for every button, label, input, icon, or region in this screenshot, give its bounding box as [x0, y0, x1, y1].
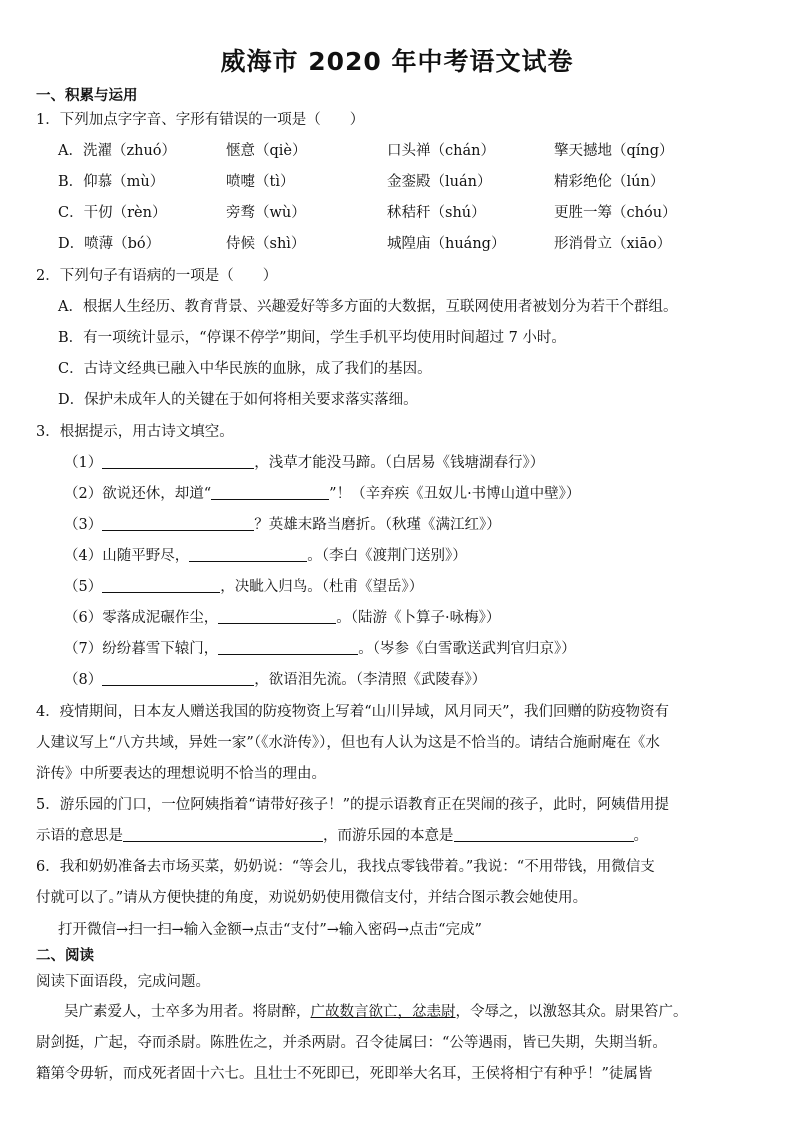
q3-item-1-blank[interactable] — [102, 454, 254, 469]
q3-item-8 — [64, 668, 486, 689]
reading-paragraph-line-1 — [64, 1000, 688, 1021]
q1-option-d-word2: 侍候（shì） — [226, 236, 306, 252]
q1-option-d-word3: 城隍庙（huáng） — [387, 236, 506, 252]
reading-intro: 阅读下面语段，完成问题。 — [36, 974, 210, 990]
question-3-stem: 3．根据提示，用古诗文填空。 — [36, 424, 234, 440]
q3-item-6 — [64, 606, 500, 627]
q3-item-6-text: 。（陆游《卜算子·咏梅》） — [336, 610, 501, 626]
reading-text-1a: 吴广素爱人，士卒多为用者。将尉醉， — [64, 1004, 311, 1020]
q1-option-b-word1: B．仰慕（mù） — [58, 174, 165, 190]
q3-item-7-blank[interactable] — [218, 640, 358, 655]
q1-option-c-word1: C．干仞（rèn） — [58, 205, 167, 221]
reading-underlined-phrase: 广故数言欲亡，忿恚尉 — [310, 1004, 456, 1020]
q3-item-1-text: ，浅草才能没马蹄。（白居易《钱塘湖春行》） — [254, 455, 545, 471]
q3-item-5-text: ，决眦入归鸟。（杜甫《望岳》） — [220, 579, 424, 595]
q2-option-d: D．保护未成年人的关键在于如何将相关要求落实落细。 — [58, 392, 418, 408]
q3-item-3-blank[interactable] — [102, 516, 254, 531]
q3-item-2-text: ”！（辛弃疾《丑奴儿·书博山道中壁》） — [329, 486, 581, 502]
page-title: 威海市 2020 年中考语文试卷 — [220, 47, 574, 76]
question-6-steps: 打开微信→扫一扫→输入金额→点击“支付”→输入密码→点击“完成” — [58, 922, 482, 938]
question-5-line-2 — [36, 824, 648, 845]
q1-option-c-word3: 秫秸秆（shú） — [387, 205, 486, 221]
question-4-line-2: 人建议写上“八方共域，异姓一家”（《水浒传》），但也有人认为这是不恰当的。请结合施耐庵在《水 — [36, 735, 660, 751]
question-2-stem: 2．下列句子有语病的一项是（ ） — [36, 268, 278, 284]
reading-paragraph-line-3: 籍第令毋斩，而戍死者固十六七。且壮士不死即已，死即举大名耳，王侯将相宁有种乎！”徒属皆 — [36, 1066, 653, 1082]
q3-item-5 — [64, 575, 423, 596]
q3-item-4-number: （4） — [64, 548, 103, 564]
q1-option-b-word4: 精彩绝伦（lún） — [554, 174, 665, 190]
q3-item-1-number: （1） — [64, 455, 103, 471]
q2-option-a: A．根据人生经历、教育背景、兴趣爱好等多方面的大数据，互联网使用者被划分为若干个群组。 — [58, 299, 678, 315]
q1-option-a-word2: 惬意（qiè） — [226, 143, 307, 159]
q5-blank-1[interactable] — [123, 827, 323, 842]
q3-item-7 — [64, 637, 576, 658]
q3-item-6-blank[interactable] — [218, 609, 336, 624]
section-heading-reading: 二、阅读 — [36, 948, 94, 964]
q3-item-4 — [64, 544, 467, 565]
q3-item-5-blank[interactable] — [102, 578, 220, 593]
q3-item-7-prefix: 纷纷暮雪下辕门， — [102, 641, 219, 657]
q5-blank-2[interactable] — [454, 827, 634, 842]
question-6-line-2: 付就可以了。”请从方便快捷的角度，劝说奶奶使用微信支付，并结合图示教会她使用。 — [36, 890, 588, 906]
q1-option-a-word4: 擎天撼地（qíng） — [554, 143, 674, 159]
q3-item-6-prefix: 零落成泥碾作尘， — [102, 610, 219, 626]
q3-item-8-number: （8） — [64, 672, 103, 688]
reading-text-1b: ，令辱之，以激怒其众。尉果笞广。 — [455, 1004, 688, 1020]
reading-paragraph-line-2: 尉剑挺，广起，夺而杀尉。陈胜佐之，并杀两尉。召令徒属曰：“公等遇雨，皆已失期，失期当斩。 — [36, 1035, 667, 1051]
q1-option-a-word3: 口头禅（chán） — [387, 143, 495, 159]
q3-item-8-blank[interactable] — [102, 671, 254, 686]
q3-item-8-text: ，欲语泪先流。（李清照《武陵春》） — [254, 672, 487, 688]
q3-item-2-blank[interactable] — [211, 485, 329, 500]
q5-text-a: 示语的意思是 — [36, 828, 123, 844]
q3-item-6-number: （6） — [64, 610, 103, 626]
question-1-stem: 1．下列加点字字音、字形有错误的一项是（ ） — [36, 112, 365, 128]
q1-option-a-word1: A．洗濯（zhuó） — [58, 143, 177, 159]
q1-option-d-word4: 形消骨立（xiāo） — [554, 236, 672, 252]
question-5-line-1: 5．游乐园的门口，一位阿姨指着“请带好孩子！”的提示语教育正在哭闹的孩子，此时，阿姨借用提 — [36, 797, 670, 813]
q1-option-c-word2: 旁骛（wù） — [226, 205, 306, 221]
question-6-line-1: 6．我和奶奶准备去市场买菜，奶奶说：“等会儿，我找点零钱带着。”我说：“不用带钱，用微信支 — [36, 859, 655, 875]
q3-item-1 — [64, 451, 544, 472]
q3-item-4-text: 。（李白《渡荆门送别》） — [307, 548, 467, 564]
q3-item-3-number: （3） — [64, 517, 103, 533]
q3-item-2-number: （2） — [64, 486, 103, 502]
q3-item-3-text: ？英雄末路当磨折。（秋瑾《满江红》） — [254, 517, 501, 533]
q2-option-b: B．有一项统计显示，“停课不停学”期间，学生手机平均使用时间超过 7 小时。 — [58, 330, 566, 346]
q3-item-2 — [64, 482, 580, 503]
q3-item-7-text: 。（岑参《白雪歌送武判官归京》） — [358, 641, 576, 657]
q3-item-4-prefix: 山随平野尽， — [102, 548, 190, 564]
question-4-line-1: 4．疫情期间，日本友人赠送我国的防疫物资上写着“山川异域，风月同天”，我们回赠的防疫物资有 — [36, 704, 670, 720]
q1-option-b-word3: 金銮殿（luán） — [387, 174, 492, 190]
q3-item-5-number: （5） — [64, 579, 103, 595]
question-4-line-3: 浒传》中所要表达的理想说明不恰当的理由。 — [36, 766, 326, 782]
q2-option-c: C．古诗文经典已融入中华民族的血脉，成了我们的基因。 — [58, 361, 432, 377]
q1-option-b-word2: 喷嚏（tì） — [226, 174, 295, 190]
q5-text-b: ，而游乐园的本意是 — [323, 828, 454, 844]
q3-item-4-blank[interactable] — [189, 547, 307, 562]
q1-option-d-word1: D．喷薄（bó） — [58, 236, 161, 252]
q1-option-c-word4: 更胜一筹（chóu） — [554, 205, 677, 221]
q5-text-c: 。 — [633, 828, 648, 844]
q3-item-2-prefix: 欲说还休，却道“ — [102, 486, 212, 502]
section-heading-accumulation: 一、积累与运用 — [36, 88, 138, 104]
q3-item-7-number: （7） — [64, 641, 103, 657]
q3-item-3 — [64, 513, 501, 534]
